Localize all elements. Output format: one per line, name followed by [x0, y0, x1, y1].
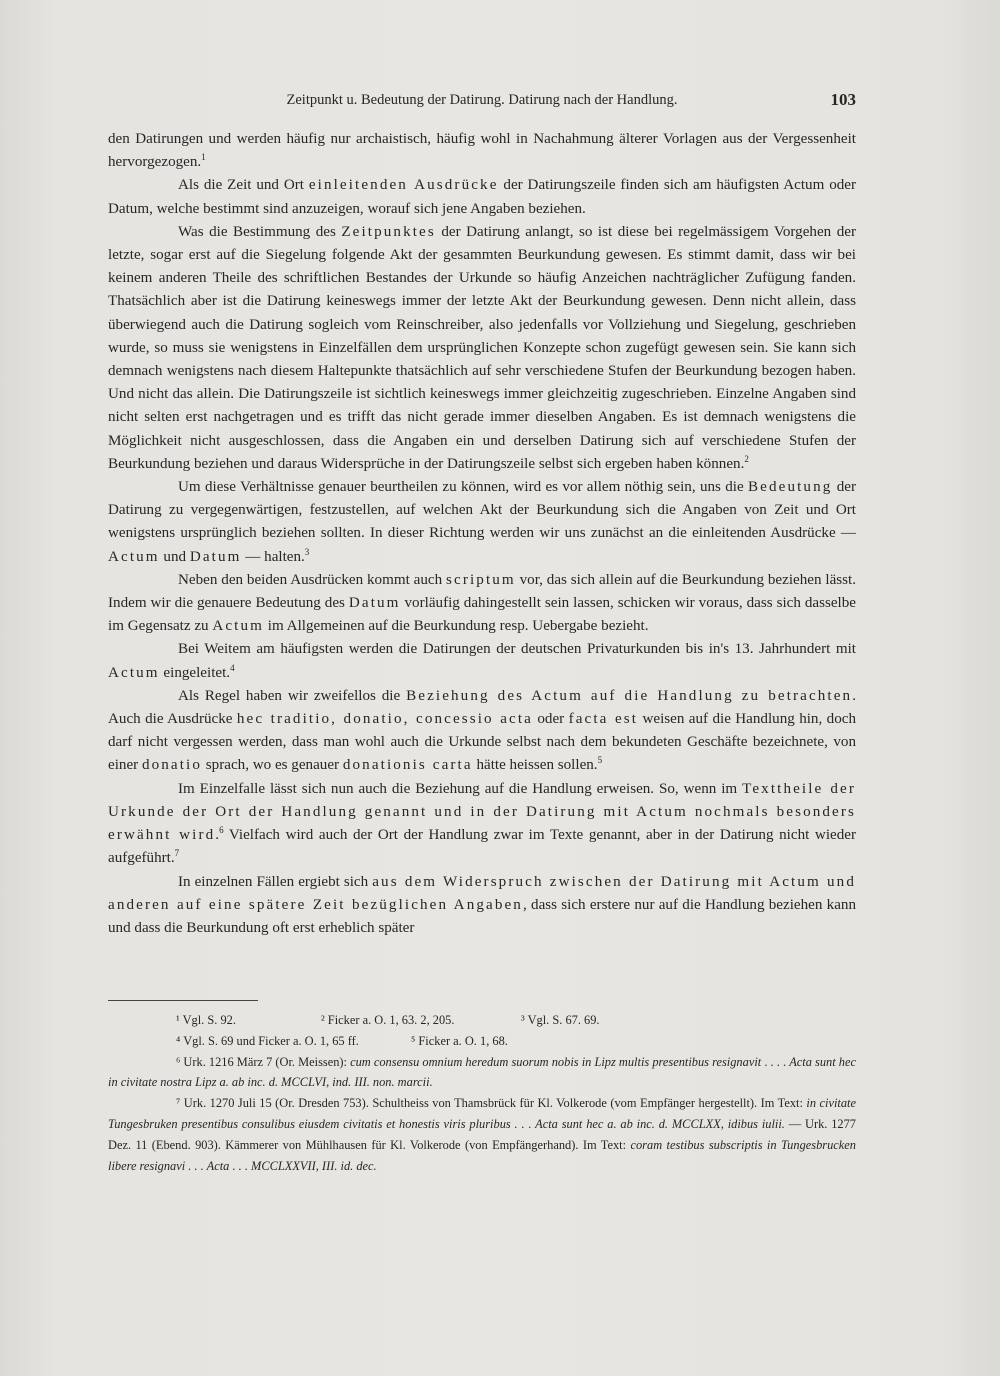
footnote-4: ⁴ Vgl. S. 69 und Ficker a. O. 1, 65 ff. — [176, 1033, 359, 1048]
running-header — [108, 92, 856, 114]
footnote-1: ¹ Vgl. S. 92. — [176, 1013, 236, 1027]
footnote-3: ³ Vgl. S. 67. 69. — [521, 1013, 600, 1027]
paragraph-1: den Datirungen und werden häufig nur archaistisch, häufig wohl in Nachahmung älterer Vorlagen aus der Vergessenheit hervorgezogen.$^1$ — [108, 131, 856, 171]
paragraph-9: In einzelnen Fällen ergiebt sich aus dem Widerspruch zwischen der Datirung mit Actum und anderen auf eine spätere Zeit bezüglichen Angaben, dass sich erstere nur auf die Handlung beziehen kann und dass die Beurkundung oft erst erheblich später — [108, 873, 857, 936]
paragraph-4: Um diese Verhältnisse genauer beurtheilen zu können, wird es vor allem nöthig sein, uns die Bedeutung der Datirung zu vergegenwärtigen, festzustellen, auf welchen Akt der Beurkundung sich die Angaben von Zeit und Ort wenigstens ursprünglich beziehen sollten. In dieser Richtung werden wir uns zunächst an die einleitenden Ausdrücke — Actum und Datum — halten.$^3$ — [108, 479, 856, 565]
paragraph-2: Als die Zeit und Ort einleitenden Ausdrücke der Datirungszeile finden sich am häufigsten Actum oder Datum, welche bestimmt sind anzuzeigen, worauf sich jene Angaben beziehen. — [108, 177, 857, 217]
page-number: 103 — [830, 90, 856, 109]
footnote-ref-1: 1 — [201, 152, 206, 163]
main-text — [108, 128, 856, 940]
footnote-row-1 — [108, 1010, 856, 1031]
footnote-2: ² Ficker a. O. 1, 63. 2, 205. — [321, 1013, 455, 1027]
footnote-6: ⁶ Urk. 1216 März 7 (Or. Meissen): cum consensu omnium heredum suorum nobis in Lipz multis presentibus resignavit . . . . Acta sunt hec in civitate nostra Lipz a. ab inc. d. MCCLVI, ind. III. non. marcii. — [108, 1054, 856, 1090]
paragraph-6: Bei Weitem am häufigsten werden die Datirungen der deutschen Privaturkunden bis in's 13. Jahrhundert mit Actum eingeleitet.$^4$ — [108, 641, 856, 681]
paragraph-7: Als Regel haben wir zweifellos die Beziehung des Actum auf die Handlung zu betrachten. Auch die Ausdrücke hec traditio, donatio, concessio acta oder facta est weisen auf die Handlung hin, doch darf nicht vergessen werden, dass man wohl auch die Urkunde selbst nach dem bekundeten Geschäfte bezeichnete, von einer donatio sprach, wo es genauer donationis carta hätte heissen sollen.$^5$ — [108, 687, 856, 774]
footnote-ref-5: 5 — [597, 755, 603, 766]
paragraph-5: Neben den beiden Ausdrücken kommt auch scriptum vor, das sich allein auf die Beurkundung beziehen lässt. Indem wir die genauere Bedeutung des Datum vorläufig dahingestellt sein lassen, schicken wir voraus, dass sich dasselbe im Gegensatz zu Actum im Allgemeinen auf die Beurkundung resp. Uebergabe bezieht. — [108, 571, 856, 635]
footnote-ref-7: 7 — [174, 848, 180, 859]
footnote-ref-2: 2 — [744, 453, 749, 464]
paragraph-8: Im Einzelfalle lässt sich nun auch die Beziehung auf die Handlung erweisen. So, wenn im Texttheile der Urkunde der Ort der Handlung genannt und in der Datirung mit Actum nochmals besonders erwähnt wird.$^6$ Vielfach wird auch der Ort der Handlung zwar im Texte genannt, aber in der Datirung nicht wieder aufgeführt.$^7$ — [108, 780, 857, 867]
footnotes — [108, 1010, 856, 1176]
footnote-5: ⁵ Ficker a. O. 1, 68. — [411, 1033, 508, 1048]
paragraph-3: Was die Bestimmung des Zeitpunktes der Datirung anlangt, so ist diese bei regelmässigem Vorgehen der letzte, sogar erst auf die Siegelung folgende Akt der gesammten Beurkundung gewesen. Es stimmt damit, dass wir bei keinem anderen Theile des schriftlichen Bestandes der Urkunde so häufig Anzeichen nachträglicher Zufügung fanden. Thatsächlich aber ist die Datirung keineswegs immer der letzte Akt der Beurkundung gewesen. Denn nicht allein, dass überwiegend auch die Datirung sogleich vom Reinschreiber, also jedenfalls vor Vollziehung und Siegelung, geschrieben wurde, so muss sie wenigstens in Einzelfällen dem ursprünglichen Konzepte schon zugefügt gewesen sein. Sie kann sich demnach wenigstens nach diesem Haltepunkte thatsächlich auf sehr verschiedene Stufen der Beurkundung bezogen haben. Und nicht das allein. Die Datirungszeile ist sichtlich keineswegs immer gleichzeitig zugeschrieben. Einzelne Angaben sind nicht selten erst nachgetragen und es trifft das nicht gerade immer dieselben Angaben. Es ist demnach wenigstens die Möglichkeit nicht ausgeschlossen, dass die Angaben ein und derselben Datirung sich auf verschiedene Stufen der Beurkundung beziehen und daraus Widersprüche in der Datirungszeile selbst sich ergeben haben können.$^2$ — [108, 223, 856, 472]
footnote-7: ⁷ Urk. 1270 Juli 15 (Or. Dresden 753). Schultheiss von Thamsbrück für Kl. Volkerode (vom Empfänger hergestellt). Im Text: in civitate Tungesbruken presentibus consulibus eiusdem civitatis et honestis viris pluribus . . . Acta sunt hec a. ab inc. d. MCCLXX, idibus iulii. — Urk. 1277 Dez. 11 (Ebend. 903). Kämmerer von Mühlhausen für Kl. Volkerode (von Empfängerhand). Im Text: coram testibus subscriptis in Tungesbrucken libere resignavi . . . Acta . . . MCCLXXVII, III. id. dec. — [108, 1096, 856, 1173]
footnote-ref-6: 6 — [219, 825, 224, 836]
footnote-row-2 — [108, 1031, 856, 1052]
footnote-ref-4: 4 — [230, 662, 235, 673]
footnote-ref-3: 3 — [304, 546, 310, 557]
footnote-separator — [108, 1000, 258, 1001]
running-title: Zeitpunkt u. Bedeutung der Datirung. Datirung nach der Handlung. — [286, 92, 678, 108]
